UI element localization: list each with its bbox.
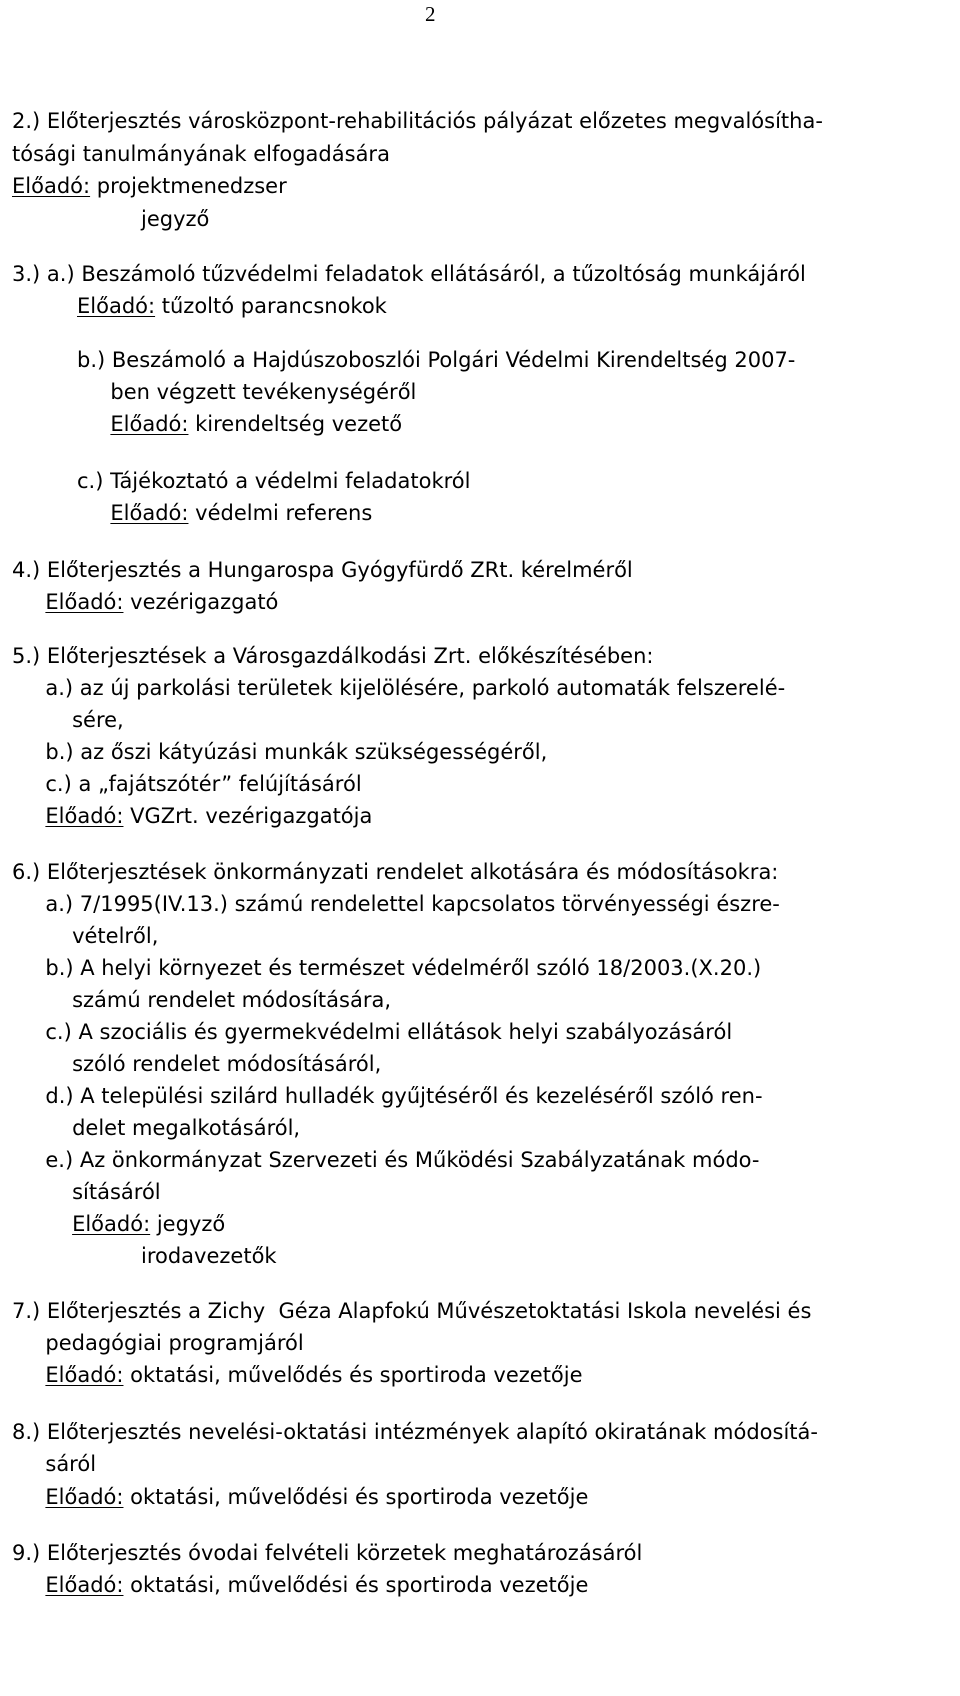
presenter-line [12,1362,583,1388]
presenter-label: Előadó: [45,590,124,614]
presenter-line [77,411,402,437]
presenter-line [12,589,278,615]
presenter-name: oktatási, művelődési és sportiroda vezetője [123,1485,589,1509]
agenda-line: 7.) Előterjesztés a Zichy Géza Alapfokú Művészetoktatási Iskola nevelési és [12,1299,812,1323]
presenter-line [12,1484,588,1510]
presenter-label: Előadó: [45,804,124,828]
presenter-name: tűzoltó parancsnokok [155,294,387,318]
presenter-name: jegyző [150,1212,226,1236]
presenter-name: oktatási, művelődés és sportiroda vezetője [123,1363,583,1387]
agenda-line: jegyző [141,207,210,231]
presenter-name: oktatási, művelődési és sportiroda vezetője [123,1573,589,1597]
agenda-line: tósági tanulmányának elfogadására [12,142,390,166]
presenter-line [77,293,387,319]
presenter-line [77,500,372,526]
presenter-label: Előadó: [45,1363,124,1387]
agenda-line: 8.) Előterjesztés nevelési-oktatási intézmények alapító okiratának módosítá- [12,1420,818,1444]
agenda-line: 4.) Előterjesztés a Hungarospa Gyógyfürdő ZRt. kérelméről [12,558,633,582]
agenda-line: c.) A szociális és gyermekvédelmi ellátások helyi szabályozásáról [12,1020,733,1044]
agenda-line: sáról [12,1452,97,1476]
presenter-label: Előadó: [12,174,91,198]
presenter-name: vezérigazgató [123,590,279,614]
agenda-line: ben végzett tevékenységéről [77,380,417,404]
agenda-line: c.) Tájékoztató a védelmi feladatokról [77,469,471,493]
agenda-line: 2.) Előterjesztés városközpont-rehabilitációs pályázat előzetes megvalósítha- [12,109,823,133]
presenter-line [12,1211,225,1237]
agenda-line: a.) 7/1995(IV.13.) számú rendelettel kapcsolatos törvényességi észre- [12,892,780,916]
presenter-name: védelmi referens [188,501,373,525]
agenda-line: számú rendelet módosítására, [12,988,392,1012]
presenter-label: Előadó: [110,412,189,436]
presenter-label: Előadó: [110,501,189,525]
presenter-line [12,803,372,829]
presenter-label: Előadó: [77,294,156,318]
presenter-name: kirendeltség vezető [188,412,403,436]
agenda-line: b.) A helyi környezet és természet védelméről szóló 18/2003.(X.20.) [12,956,762,980]
agenda-line: pedagógiai programjáról [12,1331,304,1355]
agenda-line: c.) a „fajátszótér” felújításáról [12,772,362,796]
presenter-label: Előadó: [45,1573,124,1597]
presenter-name: VGZrt. vezérigazgatója [123,804,373,828]
agenda-line: sításáról [12,1180,161,1204]
page-number: 2 [425,2,436,26]
presenter-label: Előadó: [45,1485,124,1509]
presenter-label: Előadó: [72,1212,151,1236]
agenda-line: d.) A települési szilárd hulladék gyűjtéséről és kezeléséről szóló ren- [12,1084,763,1108]
presenter-line [12,173,287,199]
agenda-line: szóló rendelet módosításáról, [12,1052,382,1076]
agenda-line: b.) Beszámoló a Hajdúszoboszlói Polgári Védelmi Kirendeltség 2007- [77,348,796,372]
agenda-line: vételről, [12,924,159,948]
agenda-line: 3.) a.) Beszámoló tűzvédelmi feladatok ellátásáról, a tűzoltóság munkájáról [12,262,806,286]
agenda-line: a.) az új parkolási területek kijelölésére, parkoló automaták felszerelé- [12,676,786,700]
agenda-line: irodavezetők [141,1244,277,1268]
presenter-name: projektmenedzser [90,174,287,198]
agenda-line: delet megalkotásáról, [12,1116,301,1140]
agenda-line: 6.) Előterjesztések önkormányzati rendelet alkotására és módosításokra: [12,860,779,884]
agenda-line: 5.) Előterjesztések a Városgazdálkodási Zrt. előkészítésében: [12,644,654,668]
agenda-line: e.) Az önkormányzat Szervezeti és Működési Szabályzatának módo- [12,1148,760,1172]
agenda-line: 9.) Előterjesztés óvodai felvételi körzetek meghatározásáról [12,1541,643,1565]
agenda-line: sére, [12,708,124,732]
agenda-line: b.) az őszi kátyúzási munkák szükségességéről, [12,740,548,764]
presenter-line [12,1572,588,1598]
